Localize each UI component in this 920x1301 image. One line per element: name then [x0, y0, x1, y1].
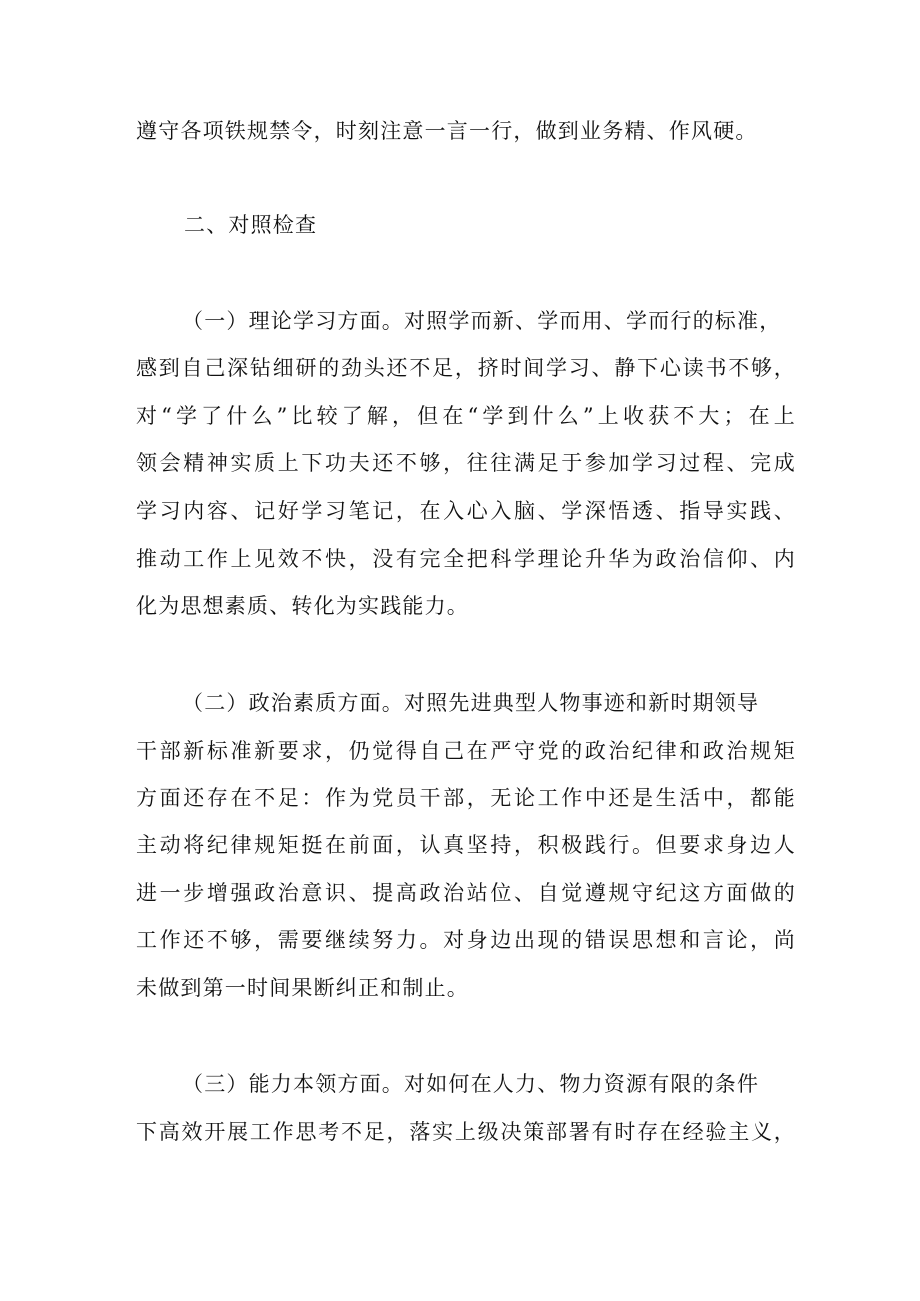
paragraph-line: （一）理论学习方面。对照学而新、学而用、学而行的标准， [182, 309, 782, 333]
paragraph-line: 对“学了什么”比较了解，但在“学到什么”上收获不大；在上 [136, 404, 796, 428]
paragraph-line: 进一步增强政治意识、提高政治站位、自觉遵规守纪这方面做的 [136, 881, 796, 905]
paragraph-line: 方面还存在不足：作为党员干部，无论工作中还是生活中，都能 [136, 786, 796, 810]
paragraph-line: 干部新标准新要求，仍觉得自己在严守党的政治纪律和政治规矩 [136, 739, 796, 763]
paragraph-line: 工作还不够，需要继续努力。对身边出现的错误思想和言论，尚 [136, 928, 796, 952]
text-line: 遵守各项铁规禁令，时刻注意一言一行，做到业务精、作风硬。 [136, 119, 758, 143]
paragraph-line: （二）政治素质方面。对照先进典型人物事迹和新时期领导 [182, 691, 760, 715]
paragraph-line: 化为思想素质、转化为实践能力。 [136, 594, 469, 618]
paragraph-line: 未做到第一时间果断纠正和制止。 [136, 976, 469, 1000]
paragraph-line: 领会精神实质上下功夫还不够，往往满足于参加学习过程、完成 [136, 451, 796, 475]
paragraph-line: 推动工作上见效不快，没有完全把科学理论升华为政治信仰、内 [136, 547, 796, 571]
paragraph-line: 学习内容、记好学习笔记，在入心入脑、学深悟透、指导实践、 [136, 499, 796, 523]
paragraph-line: 下高效开展工作思考不足，落实上级决策部署有时存在经验主义， [136, 1120, 796, 1144]
paragraph-line: 感到自己深钻细研的劲头还不足，挤时间学习、静下心读书不够， [136, 356, 796, 380]
paragraph-line: 主动将纪律规矩挺在前面，认真坚持，积极践行。但要求身边人 [136, 833, 796, 857]
paragraph-line: （三）能力本领方面。对如何在人力、物力资源有限的条件 [182, 1072, 760, 1096]
section-heading: 二、对照检查 [184, 213, 318, 237]
